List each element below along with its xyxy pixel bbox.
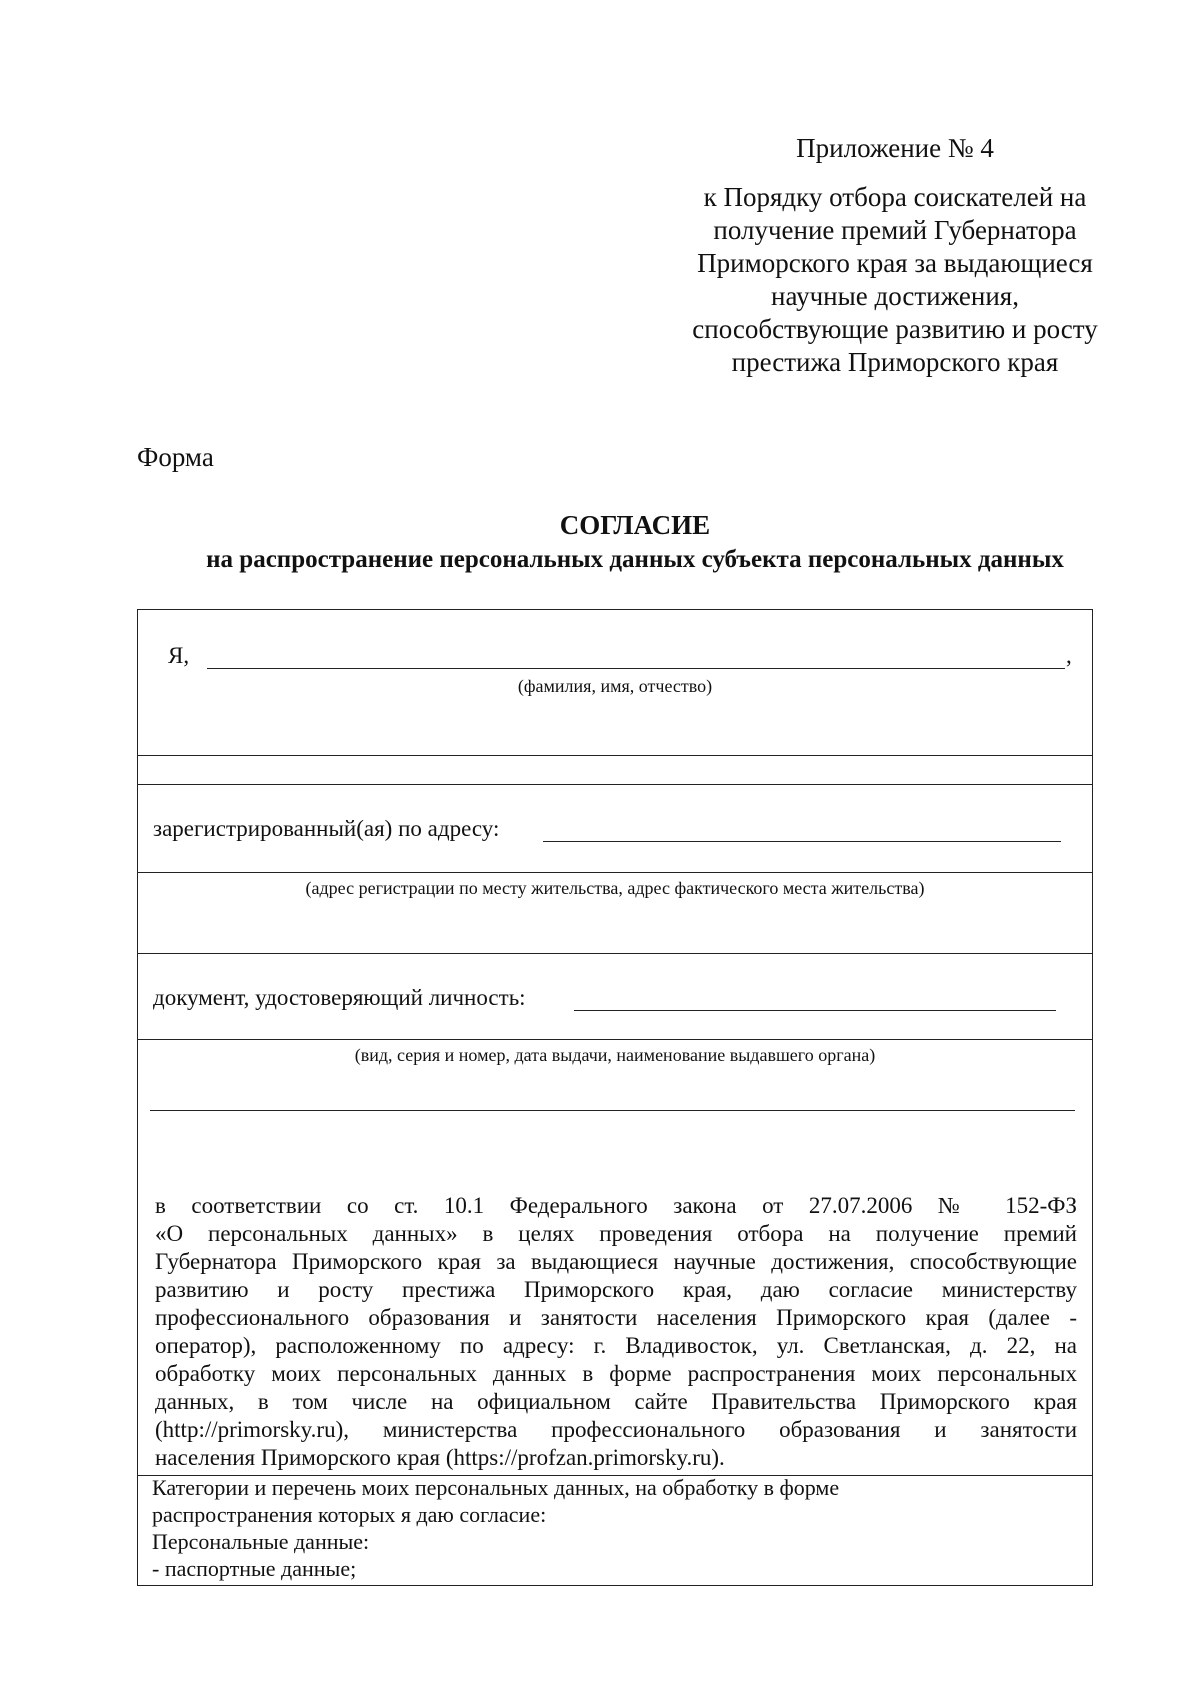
name-suffix: , bbox=[1066, 643, 1072, 668]
address-blank bbox=[543, 818, 1061, 842]
appendix-line: престижа Приморского края bbox=[731, 347, 1059, 377]
categories-line: Категории и перечень моих персональных данных, на обработку в форме bbox=[152, 1475, 840, 1500]
categories-line: Персональные данные: bbox=[152, 1529, 370, 1554]
paragraph-line: профессионального образования и занятости населения Приморского края (далее - bbox=[155, 1305, 1077, 1330]
document-title: СОГЛАСИЕ bbox=[559, 510, 711, 540]
paragraph-line: в соответствии со ст. 10.1 Федерального закона от 27.07.2006 № 152-ФЗ bbox=[155, 1193, 1077, 1218]
address-label: зарегистрированный(ая) по адресу: bbox=[153, 816, 500, 841]
divider-line bbox=[137, 872, 1093, 873]
categories-line: распространения которых я даю согласие: bbox=[152, 1502, 547, 1527]
paragraph-line: (http://primorsky.ru), министерства профессионального образования и занятости bbox=[155, 1417, 1077, 1442]
address-caption: (адрес регистрации по месту жительства, адрес фактического места жительства) bbox=[305, 878, 925, 898]
consent-paragraph bbox=[155, 1192, 1077, 1472]
paragraph-line: развитию и росту престижа Приморского края, даю согласие министерству bbox=[155, 1277, 1077, 1302]
name-caption: (фамилия, имя, отчество) bbox=[517, 676, 713, 696]
paragraph-line: Губернатора Приморского края за выдающиеся научные достижения, способствующие bbox=[155, 1249, 1077, 1274]
name-blank bbox=[207, 645, 1065, 669]
categories-section bbox=[152, 1474, 1072, 1582]
divider-line bbox=[137, 755, 1093, 756]
form-label: Форма bbox=[137, 442, 214, 472]
divider-line bbox=[137, 784, 1093, 785]
paragraph-line: обработку моих персональных данных в форме распространения моих персональных bbox=[155, 1361, 1077, 1386]
paragraph-line: населения Приморского края (https://profzan.primorsky.ru). bbox=[155, 1445, 725, 1470]
name-prefix: Я, bbox=[168, 643, 190, 668]
paragraph-line: оператор), расположенному по адресу: г. Владивосток, ул. Светланская, д. 22, на bbox=[155, 1333, 1077, 1358]
document-caption: (вид, серия и номер, дата выдачи, наименование выдавшего органа) bbox=[354, 1045, 876, 1065]
categories-line: - паспортные данные; bbox=[152, 1556, 357, 1581]
document-label: документ, удостоверяющий личность: bbox=[153, 985, 526, 1010]
paragraph-line: данных, в том числе на официальном сайте Правительства Приморского края bbox=[155, 1389, 1077, 1414]
divider-line bbox=[137, 1039, 1093, 1040]
appendix-line: получение премий Губернатора bbox=[713, 215, 1077, 245]
appendix-line: к Порядку отбора соискателей на bbox=[703, 182, 1087, 212]
document-blank bbox=[574, 987, 1056, 1011]
document-subtitle: на распространение персональных данных субъекта персональных данных bbox=[206, 546, 1064, 573]
paragraph-line: «О персональных данных» в целях проведения отбора на получение премий bbox=[155, 1221, 1077, 1246]
appendix-block bbox=[660, 132, 1130, 379]
appendix-number: Приложение № 4 bbox=[796, 133, 994, 163]
document-extra-blank bbox=[150, 1085, 1075, 1111]
appendix-line: способствующие развитию и росту bbox=[692, 314, 1098, 344]
appendix-line: научные достижения, bbox=[771, 281, 1019, 311]
divider-line bbox=[137, 953, 1093, 954]
appendix-line: Приморского края за выдающиеся bbox=[697, 248, 1093, 278]
